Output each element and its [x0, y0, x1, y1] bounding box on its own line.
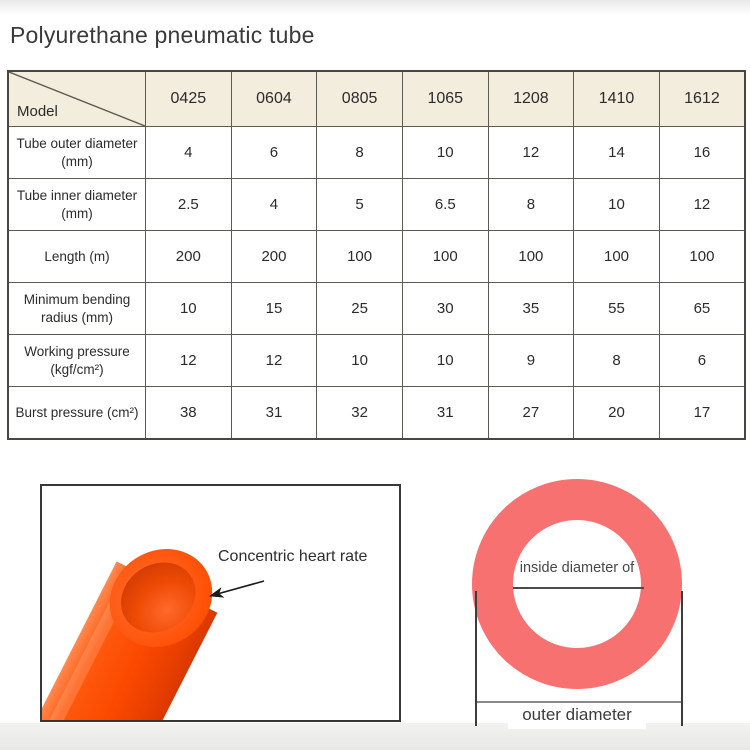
table-cell: 35: [488, 283, 574, 335]
row-label: Tube outer diameter (mm): [8, 127, 146, 179]
table-cell: 12: [659, 179, 745, 231]
row-label: Burst pressure (cm²): [8, 387, 146, 440]
column-header: 0604: [231, 71, 317, 127]
row-label: Minimum bending radius (mm): [8, 283, 146, 335]
table-cell: 100: [574, 231, 660, 283]
table-row: [8, 231, 745, 283]
annotation-arrow: [210, 581, 264, 596]
top-gradient-band: [0, 0, 750, 15]
table-cell: 17: [659, 387, 745, 440]
table-cell: 30: [402, 283, 488, 335]
outer-diameter-dimension-line: [477, 701, 681, 703]
outer-diameter-label-wrap: [472, 704, 682, 729]
table-cell: 100: [659, 231, 745, 283]
table-cell: 20: [574, 387, 660, 440]
table-cell: 31: [402, 387, 488, 440]
table-cell: 16: [659, 127, 745, 179]
row-label: Working pressure (kgf/cm²): [8, 335, 146, 387]
table-cell: 32: [317, 387, 403, 440]
table-cell: 10: [146, 283, 232, 335]
table-cell: 5: [317, 179, 403, 231]
table-cell: 10: [574, 179, 660, 231]
tube-photo-box: [40, 484, 401, 722]
table-cell: 12: [488, 127, 574, 179]
row-label: Length (m): [8, 231, 146, 283]
table-row: [8, 387, 745, 440]
table-cell: 100: [488, 231, 574, 283]
column-header: 0425: [146, 71, 232, 127]
table-cell: 4: [231, 179, 317, 231]
table-cell: 38: [146, 387, 232, 440]
table-cell: 6: [659, 335, 745, 387]
model-label: Model: [17, 103, 58, 120]
column-header: 1410: [574, 71, 660, 127]
table-cell: 100: [402, 231, 488, 283]
table-cell: 14: [574, 127, 660, 179]
inside-diameter-label: inside diameter of: [519, 560, 635, 576]
inside-diameter-line: [513, 587, 644, 589]
table-cell: 9: [488, 335, 574, 387]
table-cell: 12: [146, 335, 232, 387]
model-corner-cell: [8, 71, 146, 127]
tube-annotation-label: Concentric heart rate: [218, 548, 368, 565]
table-row: [8, 127, 745, 179]
outer-diameter-label: outer diameter: [508, 704, 646, 729]
table-cell: 8: [317, 127, 403, 179]
table-cell: 10: [402, 127, 488, 179]
table-cell: 8: [574, 335, 660, 387]
table-cell: 200: [146, 231, 232, 283]
table-cell: 10: [317, 335, 403, 387]
table-cell: 2.5: [146, 179, 232, 231]
table-row: [8, 283, 745, 335]
spec-table: [7, 70, 746, 440]
table-cell: 8: [488, 179, 574, 231]
table-cell: 10: [402, 335, 488, 387]
table-cell: 100: [317, 231, 403, 283]
table-cell: 15: [231, 283, 317, 335]
column-header: 0805: [317, 71, 403, 127]
table-cell: 6: [231, 127, 317, 179]
column-header: 1065: [402, 71, 488, 127]
tube-cross-section-ring: [472, 479, 682, 689]
tube-illustration: [42, 486, 399, 720]
table-row: [8, 179, 745, 231]
table-cell: 27: [488, 387, 574, 440]
table-row: [8, 335, 745, 387]
table-cell: 65: [659, 283, 745, 335]
table-cell: 31: [231, 387, 317, 440]
row-label: Tube inner diameter (mm): [8, 179, 146, 231]
table-header-row: [8, 71, 745, 127]
column-header: 1612: [659, 71, 745, 127]
page-title: Polyurethane pneumatic tube: [10, 22, 315, 48]
table-cell: 55: [574, 283, 660, 335]
table-cell: 12: [231, 335, 317, 387]
column-header: 1208: [488, 71, 574, 127]
table-cell: 4: [146, 127, 232, 179]
table-cell: 25: [317, 283, 403, 335]
table-cell: 6.5: [402, 179, 488, 231]
spec-table-body: [8, 127, 745, 440]
table-cell: 200: [231, 231, 317, 283]
